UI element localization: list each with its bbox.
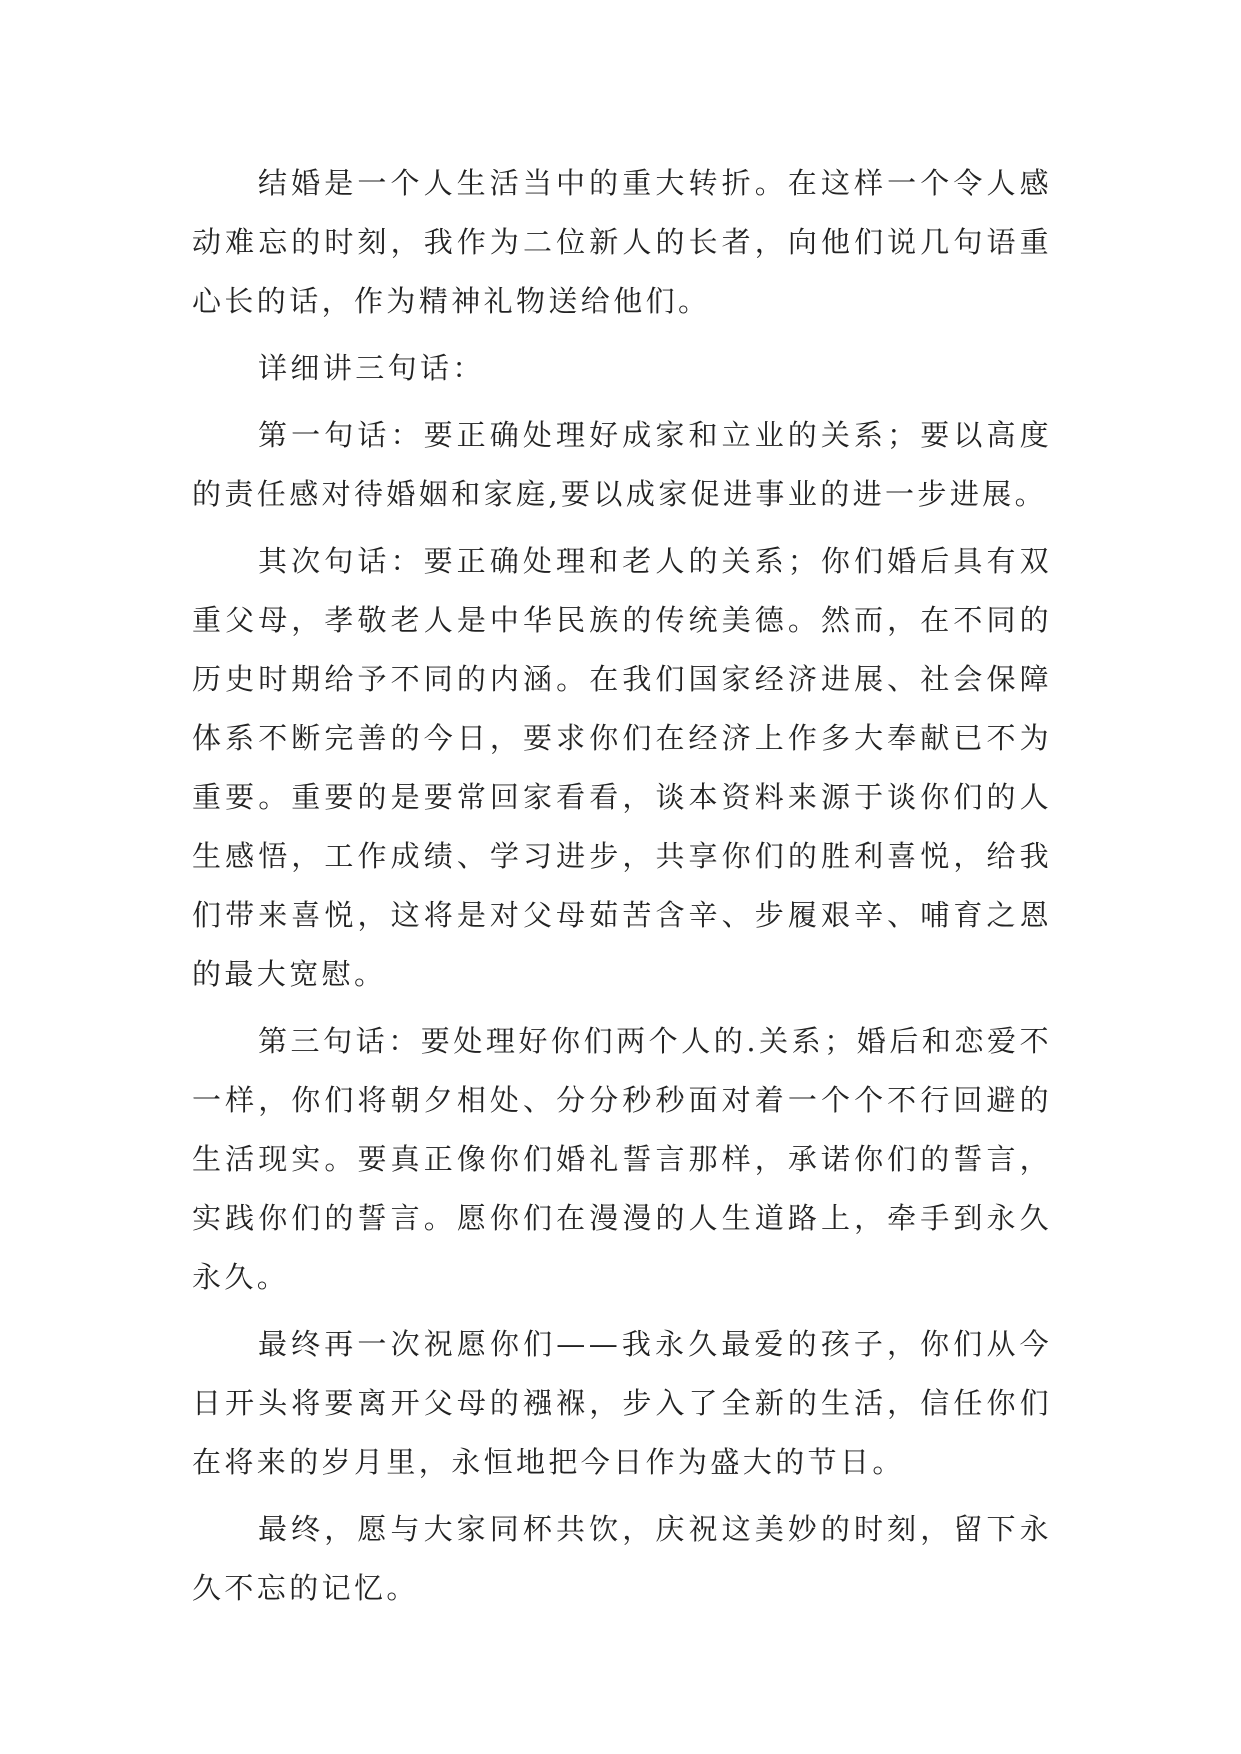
document-body — [192, 154, 1052, 1626]
paragraph-second-point: 其次句话：要正确处理和老人的关系；你们婚后具有双重父母，孝敬老人是中华民族的传统美德。然而，在不同的历史时期给予不同的内涵。在我们国家经济进展、社会保障体系不断完善的今日，要求你们在经济上作多大奉献已不为重要。重要的是要常回家看看，谈本资料来源于谈你们的人生感悟，工作成绩、学习进步，共享你们的胜利喜悦，给我们带来喜悦，这将是对父母茹苦含辛、步履艰辛、哺育之恩的最大宽慰。 — [192, 544, 1052, 991]
paragraph-third-point: 第三句话：要处理好你们两个人的.关系；婚后和恋爱不一样，你们将朝夕相处、分分秒秒面对着一个个不行回避的生活现实。要真正像你们婚礼誓言那样，承诺你们的誓言，实践你们的誓言。愿你们在漫漫的人生道路上，牵手到永久永久。 — [192, 1024, 1052, 1294]
paragraph-first-point: 第一句话：要正确处理好成家和立业的关系；要以高度的责任感对待婚姻和家庭,要以成家促进事业的进一步进展。 — [192, 418, 1052, 511]
paragraph-three-points-heading: 详细讲三句话： — [258, 351, 485, 385]
paragraph-blessing: 最终再一次祝愿你们——我永久最爱的孩子，你们从今日开头将要离开父母的襁褓，步入了全新的生活，信任你们在将来的岁月里，永恒地把今日作为盛大的节日。 — [192, 1327, 1052, 1479]
paragraph-intro: 结婚是一个人生活当中的重大转折。在这样一个令人感动难忘的时刻，我作为二位新人的长者，向他们说几句语重心长的话，作为精神礼物送给他们。 — [192, 166, 1052, 318]
paragraph-toast: 最终，愿与大家同杯共饮，庆祝这美妙的时刻，留下永久不忘的记忆。 — [192, 1512, 1052, 1605]
